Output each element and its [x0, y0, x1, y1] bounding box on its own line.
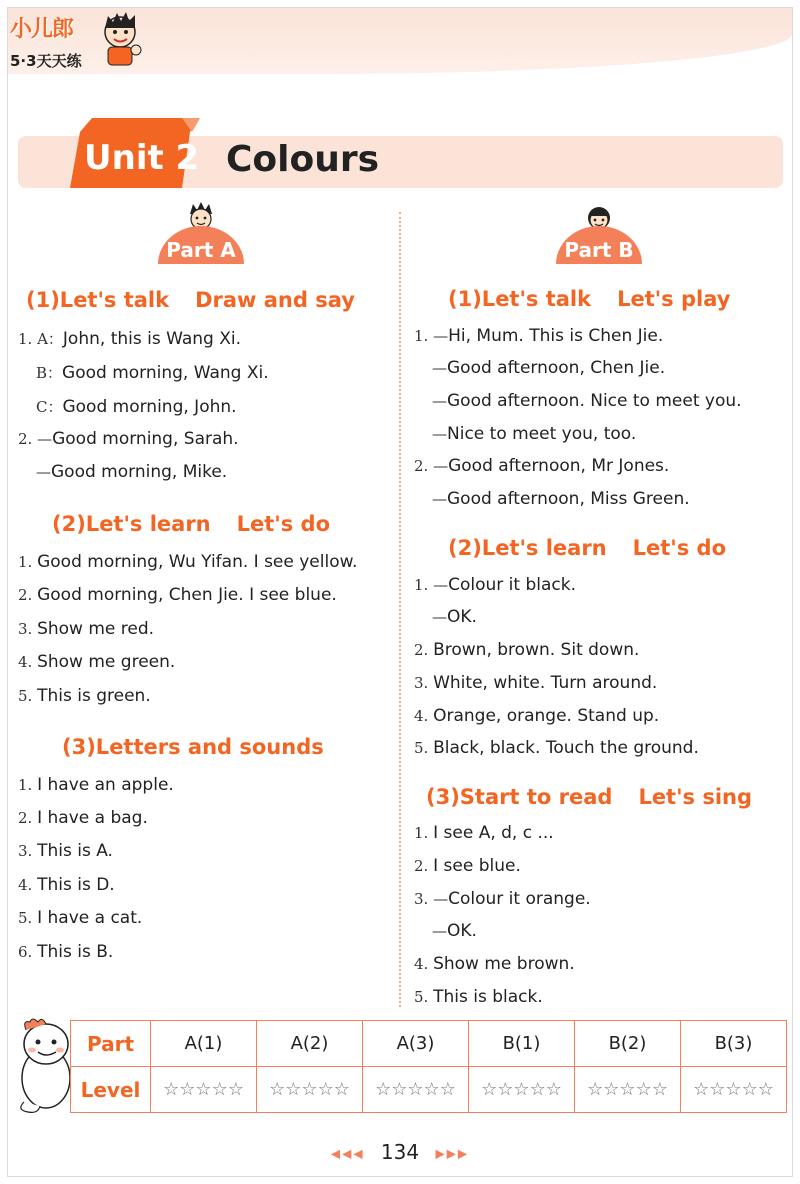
page-footer	[0, 1140, 800, 1164]
list-item: 1. A：John, this is Wang Xi.	[18, 329, 241, 349]
list-item: 2. Good morning, Chen Jie. I see blue.	[18, 585, 337, 605]
list-item: 1. I see A, d, c ...	[414, 823, 554, 843]
list-item: 4. Show me brown.	[414, 954, 575, 974]
list-item: 3. Show me red.	[18, 619, 155, 639]
list-item: 2. Brown, brown. Sit down.	[414, 640, 640, 660]
list-item: —Good afternoon, Chen Jie.	[432, 358, 666, 378]
part-b-section-1-head: (1)Let's talk Let's play	[448, 287, 731, 311]
part-a-section-1-head: (1)Let's talk Draw and say	[26, 288, 355, 312]
table-col-header: A(2)	[257, 1021, 363, 1067]
list-item: 4. This is D.	[18, 875, 115, 895]
star-rating[interactable]: ☆☆☆☆☆	[681, 1067, 787, 1113]
list-item: 5. I have a cat.	[18, 908, 143, 928]
mascot-boy-icon	[98, 10, 142, 68]
table-header-part: Part	[71, 1021, 151, 1067]
list-item: 2. I have a bag.	[18, 808, 148, 828]
star-rating[interactable]: ☆☆☆☆☆	[363, 1067, 469, 1113]
list-item: 1. I have an apple.	[18, 775, 174, 795]
list-item: —Nice to meet you, too.	[432, 424, 637, 444]
list-item: —Good afternoon. Nice to meet you.	[432, 391, 742, 411]
list-item: 4. Orange, orange. Stand up.	[414, 706, 660, 726]
table-header-level: Level	[71, 1067, 151, 1113]
page-number: 134	[380, 1140, 420, 1164]
star-rating[interactable]: ☆☆☆☆☆	[257, 1067, 363, 1113]
table-col-header: A(1)	[151, 1021, 257, 1067]
brand-title: 小儿郎	[10, 17, 74, 42]
list-item: B：Good morning, Wang Xi.	[36, 363, 269, 383]
list-item: 1. —Hi, Mum. This is Chen Jie.	[414, 326, 664, 346]
part-b-section-3-head: (3)Start to read Let's sing	[426, 785, 753, 809]
list-item: 5. This is green.	[18, 686, 151, 706]
arrows-left-icon: ◀◀◀	[330, 1146, 365, 1161]
list-item: 2. —Good afternoon, Mr Jones.	[414, 456, 670, 476]
list-item: 2. I see blue.	[414, 856, 521, 876]
part-a-section-2-head: (2)Let's learn Let's do	[52, 512, 331, 536]
star-rating[interactable]: ☆☆☆☆☆	[469, 1067, 575, 1113]
part-b-label: Part B	[564, 238, 634, 262]
list-item: C：Good morning, John.	[36, 397, 237, 417]
table-col-header: B(3)	[681, 1021, 787, 1067]
table-row	[71, 1067, 787, 1113]
unit-title: Colours	[226, 139, 380, 180]
part-a-section-3-head: (3)Letters and sounds	[62, 735, 324, 759]
list-item: 3. White, white. Turn around.	[414, 673, 658, 693]
list-item: 1. —Colour it black.	[414, 575, 576, 595]
list-item: 5. This is black.	[414, 987, 543, 1007]
list-item: 1. Good morning, Wu Yifan. I see yellow.	[18, 552, 358, 572]
table-col-header: B(2)	[575, 1021, 681, 1067]
list-item: —Good afternoon, Miss Green.	[432, 489, 690, 509]
column-divider	[399, 212, 401, 1007]
list-item: —Good morning, Mike.	[36, 462, 228, 482]
star-rating[interactable]: ☆☆☆☆☆	[575, 1067, 681, 1113]
list-item: 6. This is B.	[18, 942, 114, 962]
table-col-header: B(1)	[469, 1021, 575, 1067]
list-item: 2. —Good morning, Sarah.	[18, 429, 239, 449]
list-item: —OK.	[432, 921, 477, 941]
list-item: —OK.	[432, 607, 477, 627]
star-rating[interactable]: ☆☆☆☆☆	[151, 1067, 257, 1113]
part-a-label: Part A	[166, 238, 236, 262]
table-col-header: A(3)	[363, 1021, 469, 1067]
list-item: 4. Show me green.	[18, 652, 176, 672]
part-a-badge	[158, 208, 244, 264]
list-item: 5. Black, black. Touch the ground.	[414, 738, 699, 758]
brand-subtitle: 5·3天天练	[10, 52, 82, 70]
table-row	[71, 1021, 787, 1067]
level-table	[70, 1020, 787, 1113]
unit-label: Unit 2	[84, 138, 200, 178]
arrows-right-icon: ▶▶▶	[435, 1146, 470, 1161]
list-item: 3. —Colour it orange.	[414, 889, 591, 909]
part-b-badge	[556, 208, 642, 264]
part-b-section-2-head: (2)Let's learn Let's do	[448, 536, 727, 560]
list-item: 3. This is A.	[18, 841, 113, 861]
